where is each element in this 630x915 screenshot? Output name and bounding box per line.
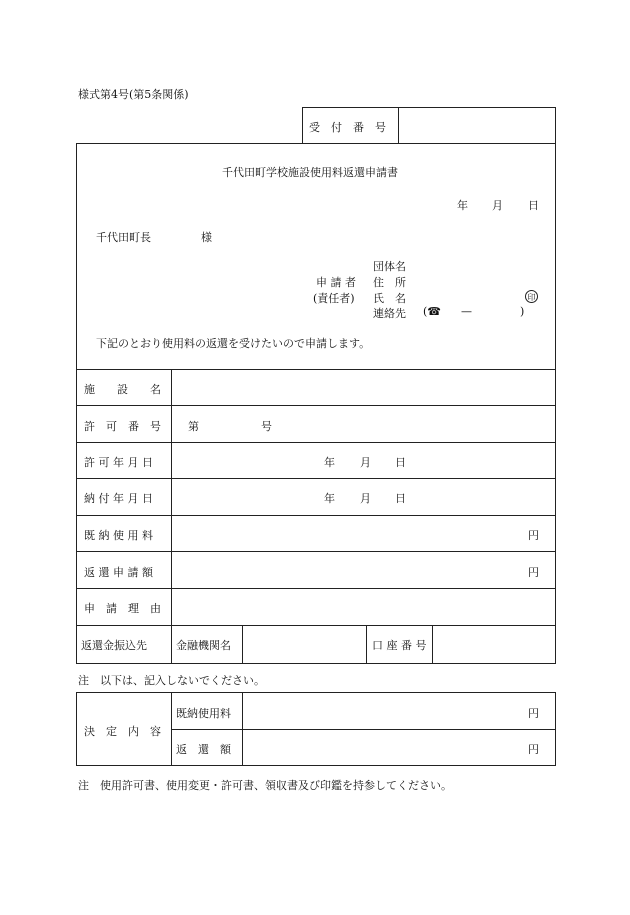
permit-number-label: 許 可 番 号 xyxy=(84,420,161,433)
row-line xyxy=(76,405,556,406)
applicant-role-label: 申 請 者 xyxy=(316,276,356,289)
decision-row-line xyxy=(171,729,556,730)
phone-close: ) xyxy=(520,305,525,318)
reason-label: 申 請 理 由 xyxy=(84,602,161,615)
addressee-name: 千代田町長 xyxy=(96,231,151,244)
paid-fee-yen: 円 xyxy=(528,529,539,542)
row-line xyxy=(76,478,556,479)
form-title: 千代田町学校施設使用料返還申請書 xyxy=(222,166,398,179)
account-label-divider-right xyxy=(432,625,433,664)
payment-date-month: 月 xyxy=(360,492,371,505)
note-bring-documents: 注 使用許可書、使用変更・許可書、領収書及び印鑑を持参してください。 xyxy=(78,779,452,792)
date-year-label: 年 xyxy=(457,199,468,212)
refund-amount-yen: 円 xyxy=(528,566,539,579)
person-name-label: 氏 名 xyxy=(373,292,406,305)
phone-dash: — xyxy=(461,305,472,318)
receipt-number-label: 受 付 番 号 xyxy=(309,121,386,134)
account-number-label: 口 座 番 号 xyxy=(372,639,427,652)
facility-name-field[interactable] xyxy=(172,370,555,404)
label-column-divider xyxy=(171,369,172,664)
addressee-honorific: 様 xyxy=(201,231,212,244)
permit-number-suffix: 号 xyxy=(261,420,272,433)
permit-date-month: 月 xyxy=(360,456,371,469)
decision-paid-fee-yen: 円 xyxy=(528,707,539,720)
bank-name-label: 金融機関名 xyxy=(176,639,231,652)
receipt-divider xyxy=(398,107,399,144)
phone-open: (☎ xyxy=(423,305,441,318)
group-name-label: 団体名 xyxy=(373,260,406,273)
payment-date-day: 日 xyxy=(395,492,406,505)
permit-date-year: 年 xyxy=(324,456,335,469)
transfer-label: 返還金振込先 xyxy=(81,639,147,652)
permit-number-prefix: 第 xyxy=(188,420,199,433)
refund-amount-label: 返 還 申 請 額 xyxy=(84,566,153,579)
facility-name-label: 施 設 名 xyxy=(84,383,161,396)
row-line xyxy=(76,625,556,626)
permit-date-day: 日 xyxy=(395,456,406,469)
application-statement: 下記のとおり使用料の返還を受けたいので申請します。 xyxy=(96,337,371,350)
payment-date-year: 年 xyxy=(324,492,335,505)
decision-paid-fee-label: 既納使用料 xyxy=(176,707,231,720)
seal-icon: 印 xyxy=(525,290,538,303)
decision-refund-label: 返 還 額 xyxy=(176,743,231,756)
decision-refund-yen: 円 xyxy=(528,743,539,756)
row-line xyxy=(76,442,556,443)
date-month-label: 月 xyxy=(492,199,503,212)
bank-divider xyxy=(242,625,243,664)
account-label-divider-left xyxy=(366,625,367,664)
row-line xyxy=(76,588,556,589)
row-line xyxy=(76,551,556,552)
date-day-label: 日 xyxy=(528,199,539,212)
receipt-number-field[interactable] xyxy=(400,108,554,143)
address-label: 住 所 xyxy=(373,276,406,289)
paid-fee-label: 既 納 使 用 料 xyxy=(84,529,153,542)
note-do-not-fill: 注 以下は、記入しないでください。 xyxy=(78,674,265,687)
contact-label: 連絡先 xyxy=(373,307,406,320)
payment-date-label: 納 付 年 月 日 xyxy=(84,492,153,505)
applicant-role-note: (責任者) xyxy=(313,292,355,305)
decision-label: 決 定 内 容 xyxy=(84,725,161,738)
permit-date-label: 許 可 年 月 日 xyxy=(84,456,153,469)
form-number-label: 様式第4号(第5条関係) xyxy=(78,88,189,101)
row-line xyxy=(76,515,556,516)
